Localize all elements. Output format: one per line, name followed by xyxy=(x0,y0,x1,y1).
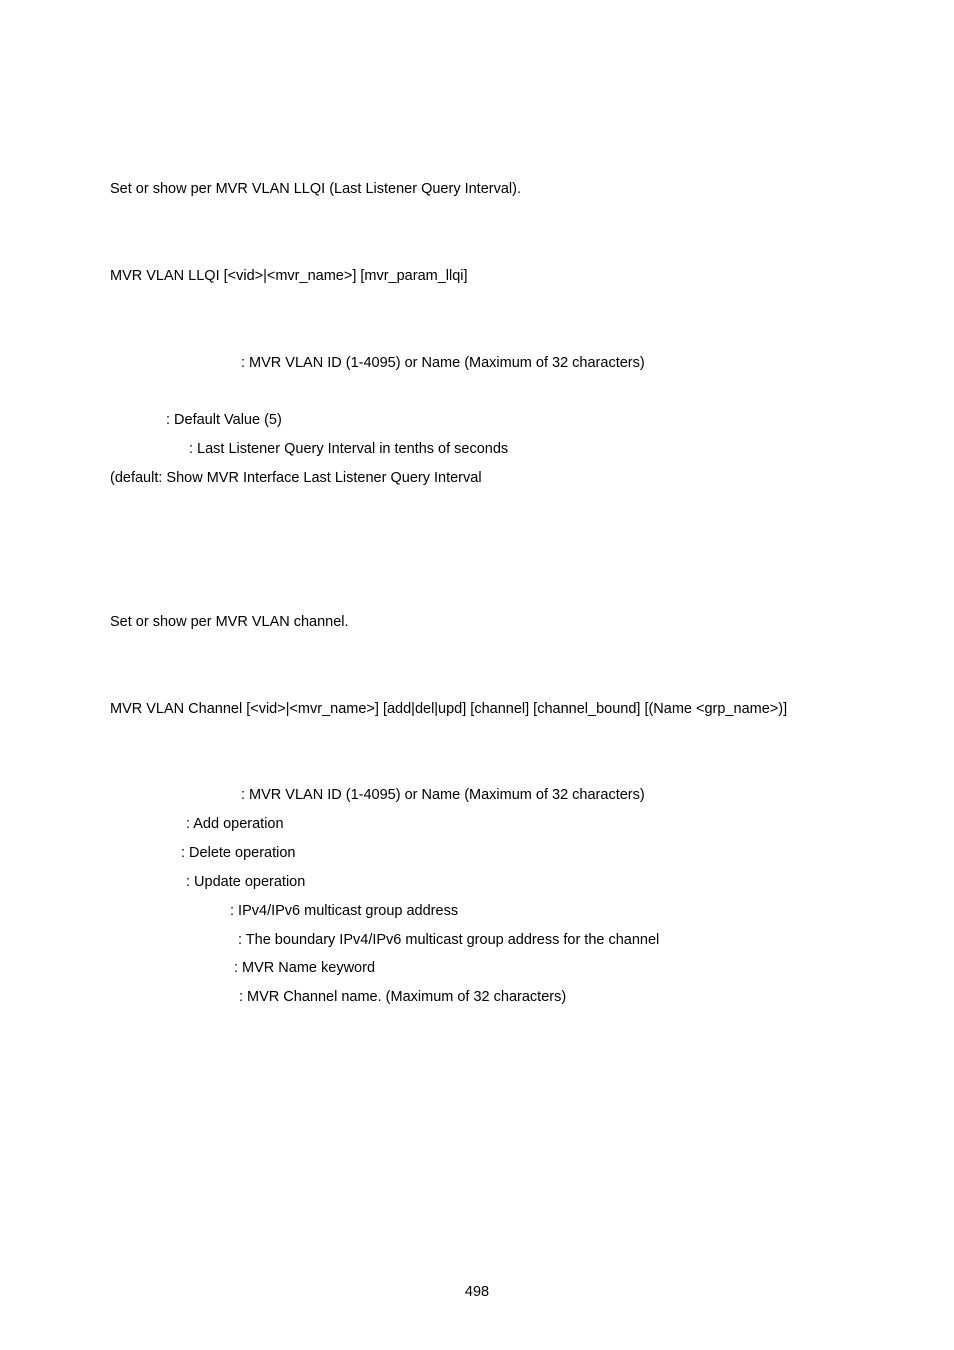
channel-param-vid: : MVR VLAN ID (1-4095) or Name (Maximum of 32 characters) xyxy=(241,787,645,803)
channel-syntax: MVR VLAN Channel [<vid>|<mvr_name>] [add|del|upd] [channel] [channel_bound] [(Name <grp_name>)] xyxy=(110,701,788,717)
channel-param-grp-name: : MVR Channel name. (Maximum of 32 characters) xyxy=(239,989,567,1005)
channel-param-upd: : Update operation xyxy=(186,874,306,890)
channel-param-name-keyword: : MVR Name keyword xyxy=(234,960,376,976)
channel-param-channel: : IPv4/IPv6 multicast group address xyxy=(230,903,459,919)
llqi-param-show: (default: Show MVR Interface Last Listener Query Interval xyxy=(110,470,482,486)
llqi-param-default: : Default Value (5) xyxy=(166,412,282,428)
llqi-description: Set or show per MVR VLAN LLQI (Last Listener Query Interval). xyxy=(110,181,521,197)
llqi-param-vid: : MVR VLAN ID (1-4095) or Name (Maximum of 32 characters) xyxy=(241,355,645,371)
channel-param-del: : Delete operation xyxy=(181,845,296,861)
channel-param-bound: : The boundary IPv4/IPv6 multicast group address for the channel xyxy=(238,932,660,948)
llqi-param-llqi: : Last Listener Query Interval in tenths of seconds xyxy=(189,441,509,457)
page-number: 498 xyxy=(464,1284,490,1300)
llqi-syntax: MVR VLAN LLQI [<vid>|<mvr_name>] [mvr_param_llqi] xyxy=(110,268,468,284)
channel-param-add: : Add operation xyxy=(186,816,284,832)
channel-description: Set or show per MVR VLAN channel. xyxy=(110,614,349,630)
